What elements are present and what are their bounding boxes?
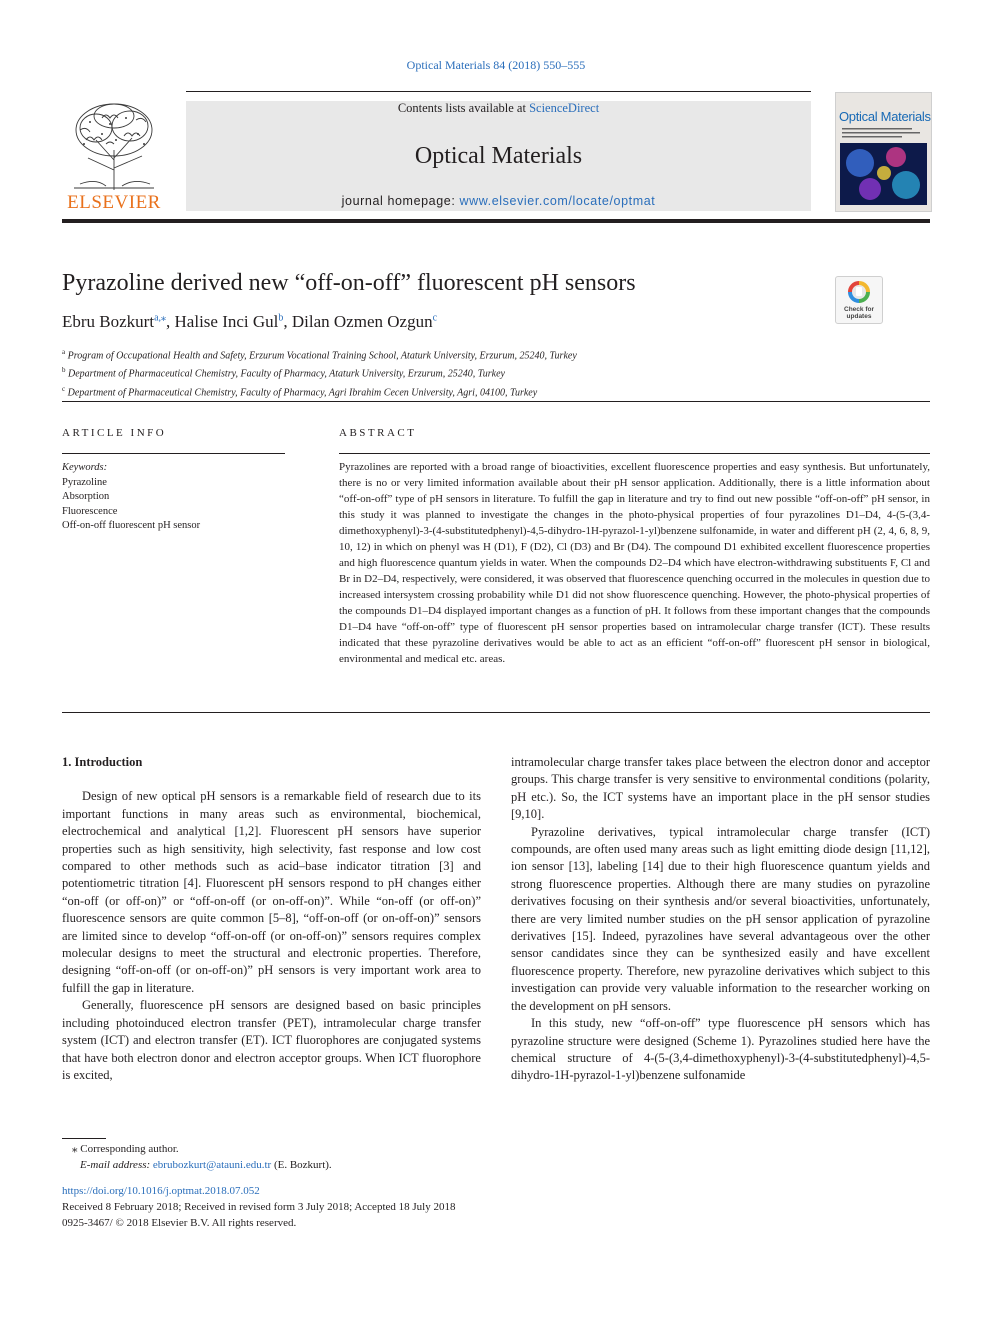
affiliation-mark: a	[62, 348, 66, 356]
badge-line-2: updates	[846, 313, 872, 320]
affiliation-item	[62, 382, 577, 400]
abstract-text: Pyrazolines are reported with a broad range of bioactivities, excellent fluorescence properties and easy synthesis. But unfortunately, there is no or very limited information available about their pH sensor application. Additionally, there is a little information about “off-on-off” type of pH sensors in literature. To fulfill the gap in literature and try to find out new possible “off-on-off” pH sensor, in this study it was planned to investigate the changes in the photo-physical properties of four pyrazolines D1–D4, 4-(5-(3,4-dimethoxyphenyl)-3-(4-substitutedphenyl)-4,5-dihydro-1H-pyrazol-1-yl)benzene sulfonamide, in water and different pH (2, 4, 6, 8, 9, 10, 12) in which on phenyl was H (D1), F (D2), Cl (D3) and Br (D4). The compound D1 exhibited excellent fluorescence properties and high fluorescence quantum yields in water. When the compounds D2–D4 which have electron-withdrawing substituents F, Cl and Br in D2–D4, respectively, were considered, it was observed that fluorescence quenching occurred in the molecules in question due to increased intersystem crossing probability while D1 did not show fluorescence quenching. However, the photo-physical properties of the compounds D1–D4 displayed important changes as a function of pH. It follows from these important changes that the compounds D1–D4 have “off-on-off” type of fluorescent pH sensor properties based on intramolecular charge transfer (ICT). These results indicated that these pyrazoline derivatives would be able to act as an efficient “off-on-off” fluorescent pH sensor in biological, environmental and medical etc. areas.	[339, 461, 930, 665]
journal-citation[interactable]: Optical Materials 84 (2018) 550–555	[406, 58, 586, 72]
body-paragraph: Generally, fluorescence pH sensors are designed based on basic principles including photoinduced electron transfer (PET), intramolecular charge transfer system (ICT) and electron transfer (ET). ICT fluorophores are conjugated systems that have both electron donor and electron acceptor groups. When ICT fluorophore is excited,	[62, 998, 481, 1082]
journal-cover[interactable]	[835, 92, 932, 212]
author-affiliation-mark[interactable]: a,⁎	[154, 312, 167, 324]
email-label: E-mail address:	[80, 1159, 153, 1171]
email-link[interactable]: ebrubozkurt@atauni.edu.tr	[152, 1159, 272, 1171]
author-name: Ebru Bozkurt	[62, 312, 155, 331]
author-name: Dilan Ozmen Ozgun	[291, 312, 433, 331]
corresponding-author-note: ⁎ Corresponding author.	[72, 1143, 179, 1155]
body-paragraph: Pyrazoline derivatives, typical intramolecular charge transfer (ICT) compounds, are often used many areas such as light emitting diode design [11,12], ion sensor [13], labeling [14] due to their high fluorescence quantum yields and strong fluorescence properties. Although there are many studies on pyrazoline derivatives focusing on their synthesis and/or several bioactivities, unfortunately, there are very limited number studies on the pH sensor application of pyrazoline derivatives [15]. Indeed, pyrazolines have several advantageous over the other sensor candidates since they can be synthesized easily and have excellent fluorescence property. Therefore, new pyrazoline derivatives which subject to this investigation can provide very valuable information to the researcher working on the development on pH sensors.	[511, 824, 930, 1013]
body-left-column	[62, 754, 481, 1084]
article-title: Pyrazoline derived new “off-on-off” fluorescent pH sensors	[62, 270, 636, 296]
abstract-divider	[62, 712, 930, 713]
keywords-label: Keywords:	[62, 462, 108, 473]
keyword-item: Pyrazoline	[62, 476, 107, 488]
doi-link[interactable]: https://doi.org/10.1016/j.optmat.2018.07.052	[62, 1185, 260, 1197]
elsevier-tree-icon	[66, 100, 162, 192]
homepage-line	[186, 194, 811, 208]
keyword-item: Off-on-off fluorescent pH sensor	[62, 520, 201, 531]
section-title: 1. Introduction	[62, 755, 143, 769]
keyword-item: Fluorescence	[62, 505, 118, 517]
journal-title: Optical Materials	[414, 143, 583, 169]
abstract-rule	[339, 453, 930, 454]
check-for-updates-badge[interactable]	[835, 276, 883, 324]
received-dates: Received 8 February 2018; Received in revised form 3 July 2018; Accepted 18 July 2018	[62, 1201, 456, 1213]
cover-text-lines	[842, 127, 924, 139]
cover-title: Optical Materials	[839, 109, 931, 124]
affiliation-item	[62, 363, 577, 381]
footnotes	[62, 1138, 332, 1173]
affiliation-list	[62, 345, 577, 400]
elsevier-logo	[62, 100, 166, 212]
journal-masthead	[186, 101, 811, 211]
body-paragraph: Design of new optical pH sensors is a remarkable field of research due to its important functions in many areas such as environmental, biochemical, electrochemical and analytical [1,2]. Fluorescent pH sensors have superior properties such as high sensitivity, high selectivity, fast response and low cost compared to other methods such as acid–base indicator titration [3] and potentiometric titration [4]. Fluorescent pH sensors respond to pH changes either “on-off (or off-on)” or “off-on-off (or on-off-on)”. While “on-off (or off-on)” fluorescence sensors are quite common [5–8], “off-on-off (or on-off-on)” sensors are limited since to develop “off-on-off (or on-off-on)” sensors requires complex molecular designs to meet the structural and electronic properties. Therefore, designing “off-on-off (or on-off-on)” pH sensors is very important work area to fulfill the gap in literature.	[62, 789, 481, 995]
publisher-wordmark: ELSEVIER	[67, 192, 161, 213]
affiliation-mark: c	[62, 384, 66, 393]
keywords-block	[62, 461, 200, 534]
author-affiliation-mark[interactable]: b	[278, 312, 284, 324]
email-line	[62, 1157, 332, 1173]
homepage-prefix: journal homepage:	[341, 194, 460, 208]
abstract-heading: ABSTRACT	[339, 427, 417, 439]
masthead-top-rule	[186, 91, 811, 92]
affiliation-mark: b	[62, 366, 66, 375]
author-affiliation-mark[interactable]: c	[432, 312, 438, 324]
body-right-column	[511, 754, 930, 1085]
header-divider	[62, 401, 930, 402]
footnote-rule	[62, 1138, 106, 1139]
body-paragraph: In this study, new “off-on-off” type fluorescence pH sensors which has pyrazoline structure were designed (Scheme 1). Pyrazolines studied here have the chemical structure of 4-(5-(3,4-dimethoxyphenyl)-3-(4-substitutedphenyl)-4,5-dihydro-1H-pyrazol-1-yl)benzene sulfonamide	[511, 1016, 930, 1083]
badge-line-1: Check for	[844, 306, 874, 313]
affiliation-text: Department of Pharmaceutical Chemistry, Faculty of Pharmacy, Ataturk University, Erzurum, 25240, Turkey	[68, 368, 505, 380]
copyright-line: 0925-3467/ © 2018 Elsevier B.V. All rights reserved.	[62, 1217, 297, 1229]
homepage-link[interactable]: www.elsevier.com/locate/optmat	[459, 194, 656, 208]
affiliation-text: Department of Pharmaceutical Chemistry, Faculty of Pharmacy, Agri Ibrahim Cecen University, Agri, 04100, Turkey	[67, 386, 538, 398]
article-info-heading: ARTICLE INFO	[62, 427, 167, 439]
header-thick-rule	[62, 219, 930, 223]
contents-prefix: Contents lists available at	[397, 101, 530, 115]
check-updates-label	[836, 306, 882, 320]
email-suffix: (E. Bozkurt).	[271, 1159, 332, 1171]
affiliation-item	[62, 345, 577, 363]
contents-line	[186, 101, 811, 116]
cover-image	[840, 143, 927, 205]
author-list: Ebru Bozkurt$^{a,⁎}$, Halise Inci Gul$^b$, Dilan Ozmen Ozgun$^c$	[62, 312, 438, 331]
keyword-item: Absorption	[62, 491, 110, 502]
article-metadata	[62, 1183, 455, 1231]
sciencedirect-link[interactable]: ScienceDirect	[529, 101, 600, 115]
affiliation-text: Program of Occupational Health and Safety, Erzurum Vocational Training School, Ataturk University, Erzurum, 25240, Turkey	[67, 350, 577, 362]
article-info-rule	[62, 453, 285, 454]
author-name: Halise Inci Gul	[174, 312, 279, 331]
body-paragraph: intramolecular charge transfer takes place between the electron donor and acceptor groups. This charge transfer is very sensitive to environmental conditions (polarity, pH etc.). So, the ICT systems have an important place in the pH sensor studies [9,10].	[511, 755, 930, 822]
check-updates-icon	[836, 277, 882, 307]
